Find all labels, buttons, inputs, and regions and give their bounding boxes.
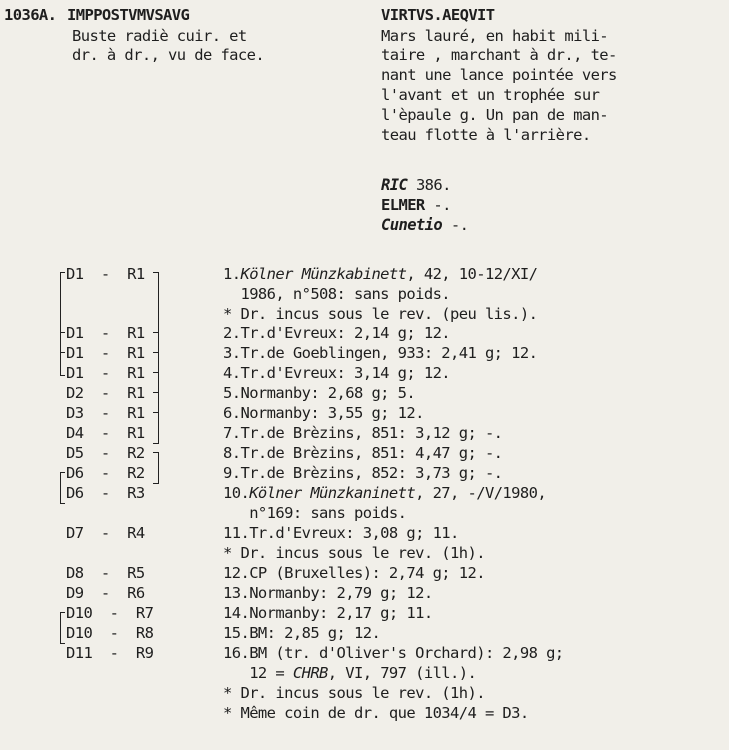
bracket-tick (60, 612, 65, 613)
ref-label: Cunetio (381, 216, 443, 234)
ref-value: 386. (415, 176, 451, 194)
reverse-desc-line: taire , marchant à dr., te- (381, 46, 617, 64)
ref-value: -. (450, 216, 469, 234)
reverse-desc-line: l'èpaule g. Un pan de man- (381, 106, 609, 124)
obverse-die-bracket (60, 472, 61, 504)
reverse-desc-line: teau flotte à l'arrière. (381, 126, 591, 144)
ref-cunetio (381, 216, 468, 234)
specimen-note: * Dr. incus sous le rev. (peu lis.). (223, 305, 538, 323)
specimen-line: 5.Normanby: 2,68 g; 5. (223, 384, 416, 402)
specimen-line: 12 = CHRB, VI, 797 (ill.). (223, 664, 477, 682)
bracket-tick (60, 503, 65, 504)
specimen-line: 9.Tr.de Brèzins, 852: 3,73 g; -. (223, 464, 503, 482)
ref-value: -. (433, 196, 451, 214)
reverse-die-bracket (158, 272, 159, 444)
specimen-line: 14.Normanby: 2,17 g; 11. (223, 604, 433, 622)
reverse-legend: VIRTVS.AEQVIT (381, 6, 495, 24)
ref-label: RIC (381, 176, 408, 194)
ref-ric (381, 176, 451, 194)
bracket-tick (153, 443, 158, 444)
specimen-note: * Dr. incus sous le rev. (1h). (223, 684, 485, 702)
bracket-tick (153, 332, 158, 333)
bracket-tick (153, 272, 158, 273)
ref-chrb: CHRB (292, 664, 328, 682)
obverse-die-bracket (60, 272, 61, 376)
reverse-die-bracket (158, 452, 159, 484)
specimen-line: 10.Kölner Münzkaninett, 27, -/V/1980, (223, 484, 547, 502)
specimen-line: 15.BM: 2,85 g; 12. (223, 624, 381, 642)
specimen-line: 16.BM (tr. d'Oliver's Orchard): 2,98 g; (223, 644, 564, 662)
die-link: D9 - R6 (66, 584, 145, 602)
specimen-collection: Kölner Münzkabinett (240, 265, 407, 283)
specimen-line: 11.Tr.d'Evreux: 3,08 g; 11. (223, 524, 459, 542)
bracket-tick (60, 332, 65, 333)
bracket-tick (60, 272, 65, 273)
specimen-line: 6.Normanby: 3,55 g; 12. (223, 404, 424, 422)
specimen-note: * Même coin de dr. que 1034/4 = D3. (223, 704, 529, 722)
specimen-line: 12.CP (Bruxelles): 2,74 g; 12. (223, 564, 485, 582)
bracket-tick (60, 643, 65, 644)
die-link: D5 - R2 (66, 444, 145, 462)
die-link: D6 - R3 (66, 484, 145, 502)
die-link: D1 - R1 (66, 364, 145, 382)
bracket-tick (153, 392, 158, 393)
die-link: D1 - R1 (66, 324, 145, 342)
obverse-desc-line: Buste radiè cuir. et (72, 27, 247, 45)
specimen-line: 1.Kölner Münzkabinett, 42, 10-12/XI/ (223, 265, 538, 283)
specimen-line: 8.Tr.de Brèzins, 851: 4,47 g; -. (223, 444, 503, 462)
entry-number: 1036A. (4, 6, 57, 24)
bracket-tick (153, 372, 158, 373)
reverse-desc-line: l'avant et un trophée sur (381, 86, 600, 104)
bracket-tick (153, 452, 158, 453)
obverse-die-bracket (60, 612, 61, 644)
die-link: D6 - R2 (66, 464, 145, 482)
specimen-line: 7.Tr.de Brèzins, 851: 3,12 g; -. (223, 424, 503, 442)
bracket-tick (60, 472, 65, 473)
reverse-desc-line: nant une lance pointée vers (381, 66, 617, 84)
specimen-collection: Kölner Münzkaninett (249, 484, 416, 502)
specimen-note: * Dr. incus sous le rev. (1h). (223, 544, 485, 562)
die-link: D1 - R1 (66, 265, 145, 283)
die-link: D11 - R9 (66, 644, 154, 662)
die-link: D1 - R1 (66, 344, 145, 362)
ref-elmer (381, 196, 451, 214)
die-link: D10 - R8 (66, 624, 154, 642)
specimen-line: 4.Tr.d'Evreux: 3,14 g; 12. (223, 364, 451, 382)
die-link: D3 - R1 (66, 404, 145, 422)
reverse-desc-line: Mars lauré, en habit mili- (381, 27, 609, 45)
die-link: D4 - R1 (66, 424, 145, 442)
bracket-tick (153, 483, 158, 484)
specimen-line: 1986, n°508: sans poids. (223, 285, 451, 303)
specimen-line: 2.Tr.d'Evreux: 2,14 g; 12. (223, 324, 451, 342)
die-link: D10 - R7 (66, 604, 154, 622)
obverse-legend: IMPPOSTVMVSAVG (67, 6, 190, 24)
ref-label: ELMER (381, 196, 425, 214)
bracket-tick (153, 352, 158, 353)
specimen-line: 13.Normanby: 2,79 g; 12. (223, 584, 433, 602)
die-link: D8 - R5 (66, 564, 145, 582)
specimen-line: n°169: sans poids. (223, 504, 407, 522)
die-link: D7 - R4 (66, 524, 145, 542)
obverse-desc-line: dr. à dr., vu de face. (72, 46, 265, 64)
bracket-tick (60, 352, 65, 353)
specimen-line: 3.Tr.de Goeblingen, 933: 2,41 g; 12. (223, 344, 538, 362)
bracket-tick (153, 412, 158, 413)
bracket-tick (60, 375, 65, 376)
die-link: D2 - R1 (66, 384, 145, 402)
